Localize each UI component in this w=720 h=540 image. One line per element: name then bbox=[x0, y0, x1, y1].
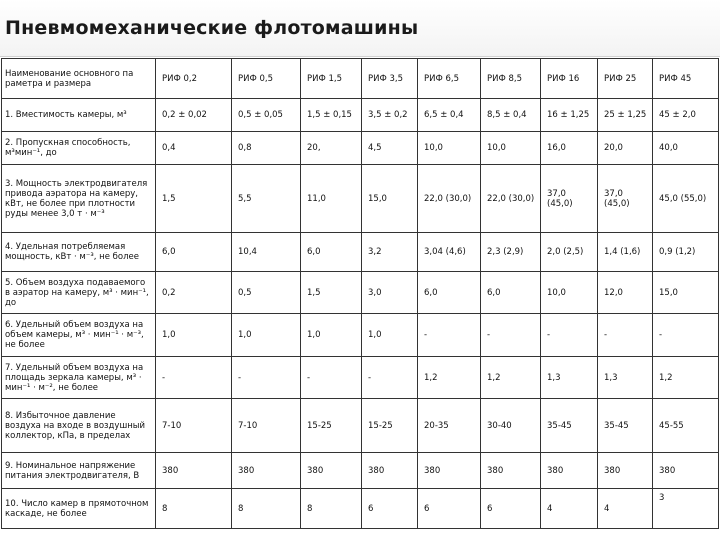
value-cell: 20, bbox=[301, 132, 362, 165]
value-cell: 11,0 bbox=[301, 165, 362, 233]
table-row bbox=[2, 233, 719, 272]
value-cell: 1,5 bbox=[301, 272, 362, 314]
value-cell: 6 bbox=[481, 489, 541, 529]
value-cell: 45,0 (55,0) bbox=[653, 165, 719, 233]
row-parameter-label: 5. Объем воздуха подаваемого в аэратор на камеру, м³ · мин⁻¹, до bbox=[2, 272, 156, 314]
table-row bbox=[2, 453, 719, 489]
value-cell: 4 bbox=[541, 489, 598, 529]
page-title: Пневмомеханические флотомашины bbox=[5, 17, 419, 39]
value-cell: 380 bbox=[598, 453, 653, 489]
value-cell: 0,8 bbox=[232, 132, 301, 165]
value-cell: 45-55 bbox=[653, 399, 719, 453]
value-cell: 1,0 bbox=[301, 314, 362, 357]
value-cell: - bbox=[541, 314, 598, 357]
value-cell: - bbox=[156, 357, 232, 399]
value-cell: 6,0 bbox=[418, 272, 481, 314]
value-cell: 37,0 (45,0) bbox=[598, 165, 653, 233]
header-model-cell: РИФ 0,5 bbox=[232, 59, 301, 99]
header-model-cell: РИФ 8,5 bbox=[481, 59, 541, 99]
table-row bbox=[2, 357, 719, 399]
value-cell: 3 bbox=[653, 489, 719, 529]
value-cell: 1,5 bbox=[156, 165, 232, 233]
value-cell: 7-10 bbox=[232, 399, 301, 453]
value-cell: 20,0 bbox=[598, 132, 653, 165]
value-cell: 1,3 bbox=[541, 357, 598, 399]
value-cell: 15-25 bbox=[362, 399, 418, 453]
row-parameter-label: 1. Вместимость камеры, м³ bbox=[2, 99, 156, 132]
value-cell: 4,5 bbox=[362, 132, 418, 165]
header-model-cell: РИФ 6,5 bbox=[418, 59, 481, 99]
value-cell: - bbox=[232, 357, 301, 399]
row-parameter-label: 7. Удельный объем воздуха на площадь зеркала камеры, м³ · мин⁻¹ · м⁻², не более bbox=[2, 357, 156, 399]
table-header-row bbox=[2, 59, 719, 99]
value-cell: 12,0 bbox=[598, 272, 653, 314]
spec-table bbox=[1, 58, 719, 529]
value-cell: 0,2 ± 0,02 bbox=[156, 99, 232, 132]
value-cell: 1,5 ± 0,15 bbox=[301, 99, 362, 132]
header-parameter-label: Наименование основного па раметра и размера bbox=[2, 59, 156, 99]
value-cell: 6 bbox=[362, 489, 418, 529]
row-parameter-label: 4. Удельная потребляемая мощность, кВт · м⁻³, не более bbox=[2, 233, 156, 272]
table-row bbox=[2, 489, 719, 529]
value-cell: 1,0 bbox=[362, 314, 418, 357]
value-cell: 35-45 bbox=[598, 399, 653, 453]
value-cell: 6 bbox=[418, 489, 481, 529]
header-model-cell: РИФ 0,2 bbox=[156, 59, 232, 99]
value-cell: - bbox=[362, 357, 418, 399]
value-cell: 1,0 bbox=[156, 314, 232, 357]
value-cell: 8 bbox=[232, 489, 301, 529]
value-cell: - bbox=[598, 314, 653, 357]
value-cell: 3,0 bbox=[362, 272, 418, 314]
table-row bbox=[2, 99, 719, 132]
value-cell: 22,0 (30,0) bbox=[418, 165, 481, 233]
value-cell: 22,0 (30,0) bbox=[481, 165, 541, 233]
value-cell: 1,0 bbox=[232, 314, 301, 357]
value-cell: 380 bbox=[301, 453, 362, 489]
row-parameter-label: 6. Удельный объем воздуха на объем камеры, м³ · мин⁻¹ · м⁻³, не более bbox=[2, 314, 156, 357]
value-cell: 16,0 bbox=[541, 132, 598, 165]
title-bar bbox=[0, 0, 720, 57]
header-model-cell: РИФ 45 bbox=[653, 59, 719, 99]
value-cell: 2,3 (2,9) bbox=[481, 233, 541, 272]
value-cell: 380 bbox=[232, 453, 301, 489]
value-cell: 6,5 ± 0,4 bbox=[418, 99, 481, 132]
value-cell: 3,04 (4,6) bbox=[418, 233, 481, 272]
value-cell: 37,0 (45,0) bbox=[541, 165, 598, 233]
value-cell: 1,4 (1,6) bbox=[598, 233, 653, 272]
value-cell: 10,0 bbox=[418, 132, 481, 165]
header-model-cell: РИФ 3,5 bbox=[362, 59, 418, 99]
row-parameter-label: 9. Номинальное напряжение питания электродвигателя, В bbox=[2, 453, 156, 489]
value-cell: 10,4 bbox=[232, 233, 301, 272]
value-cell: 25 ± 1,25 bbox=[598, 99, 653, 132]
value-cell: 3,2 bbox=[362, 233, 418, 272]
table-row bbox=[2, 132, 719, 165]
header-model-cell: РИФ 16 bbox=[541, 59, 598, 99]
value-cell: 0,4 bbox=[156, 132, 232, 165]
value-cell: 1,2 bbox=[418, 357, 481, 399]
value-cell: 1,2 bbox=[653, 357, 719, 399]
value-cell: 8 bbox=[301, 489, 362, 529]
value-cell: 20-35 bbox=[418, 399, 481, 453]
value-cell: 15,0 bbox=[362, 165, 418, 233]
value-cell: 10,0 bbox=[481, 132, 541, 165]
value-cell: 3,5 ± 0,2 bbox=[362, 99, 418, 132]
value-cell: 15-25 bbox=[301, 399, 362, 453]
value-cell: 380 bbox=[156, 453, 232, 489]
value-cell: - bbox=[301, 357, 362, 399]
row-parameter-label: 10. Число камер в прямоточном каскаде, не более bbox=[2, 489, 156, 529]
value-cell: 0,9 (1,2) bbox=[653, 233, 719, 272]
table-row bbox=[2, 314, 719, 357]
value-cell: 1,3 bbox=[598, 357, 653, 399]
value-cell: 4 bbox=[598, 489, 653, 529]
value-cell: 8,5 ± 0,4 bbox=[481, 99, 541, 132]
value-cell: 15,0 bbox=[653, 272, 719, 314]
value-cell: 6,0 bbox=[481, 272, 541, 314]
value-cell: 16 ± 1,25 bbox=[541, 99, 598, 132]
table-row bbox=[2, 272, 719, 314]
value-cell: 380 bbox=[481, 453, 541, 489]
value-cell: - bbox=[653, 314, 719, 357]
value-cell: 7-10 bbox=[156, 399, 232, 453]
row-parameter-label: 2. Пропускная способность, м³мин⁻¹, до bbox=[2, 132, 156, 165]
value-cell: 0,2 bbox=[156, 272, 232, 314]
value-cell: 8 bbox=[156, 489, 232, 529]
table-row bbox=[2, 165, 719, 233]
value-cell: - bbox=[418, 314, 481, 357]
value-cell: 35-45 bbox=[541, 399, 598, 453]
value-cell: 6,0 bbox=[301, 233, 362, 272]
row-parameter-label: 3. Мощность электродвигателя привода аэратора на камеру, кВт, не более при плотности руды менее 3,0 т · м⁻³ bbox=[2, 165, 156, 233]
value-cell: 380 bbox=[541, 453, 598, 489]
value-cell: 380 bbox=[418, 453, 481, 489]
header-model-cell: РИФ 1,5 bbox=[301, 59, 362, 99]
value-cell: 2,0 (2,5) bbox=[541, 233, 598, 272]
value-cell: 40,0 bbox=[653, 132, 719, 165]
row-parameter-label: 8. Избыточное давление воздуха на входе в воздушный коллектор, кПа, в пределах bbox=[2, 399, 156, 453]
header-model-cell: РИФ 25 bbox=[598, 59, 653, 99]
value-cell: 10,0 bbox=[541, 272, 598, 314]
value-cell: 0,5 bbox=[232, 272, 301, 314]
value-cell: 0,5 ± 0,05 bbox=[232, 99, 301, 132]
value-cell: 5,5 bbox=[232, 165, 301, 233]
value-cell: 6,0 bbox=[156, 233, 232, 272]
value-cell: 380 bbox=[653, 453, 719, 489]
value-cell: 45 ± 2,0 bbox=[653, 99, 719, 132]
value-cell: 1,2 bbox=[481, 357, 541, 399]
value-cell: - bbox=[481, 314, 541, 357]
value-cell: 380 bbox=[362, 453, 418, 489]
value-cell: 30-40 bbox=[481, 399, 541, 453]
table-row bbox=[2, 399, 719, 453]
